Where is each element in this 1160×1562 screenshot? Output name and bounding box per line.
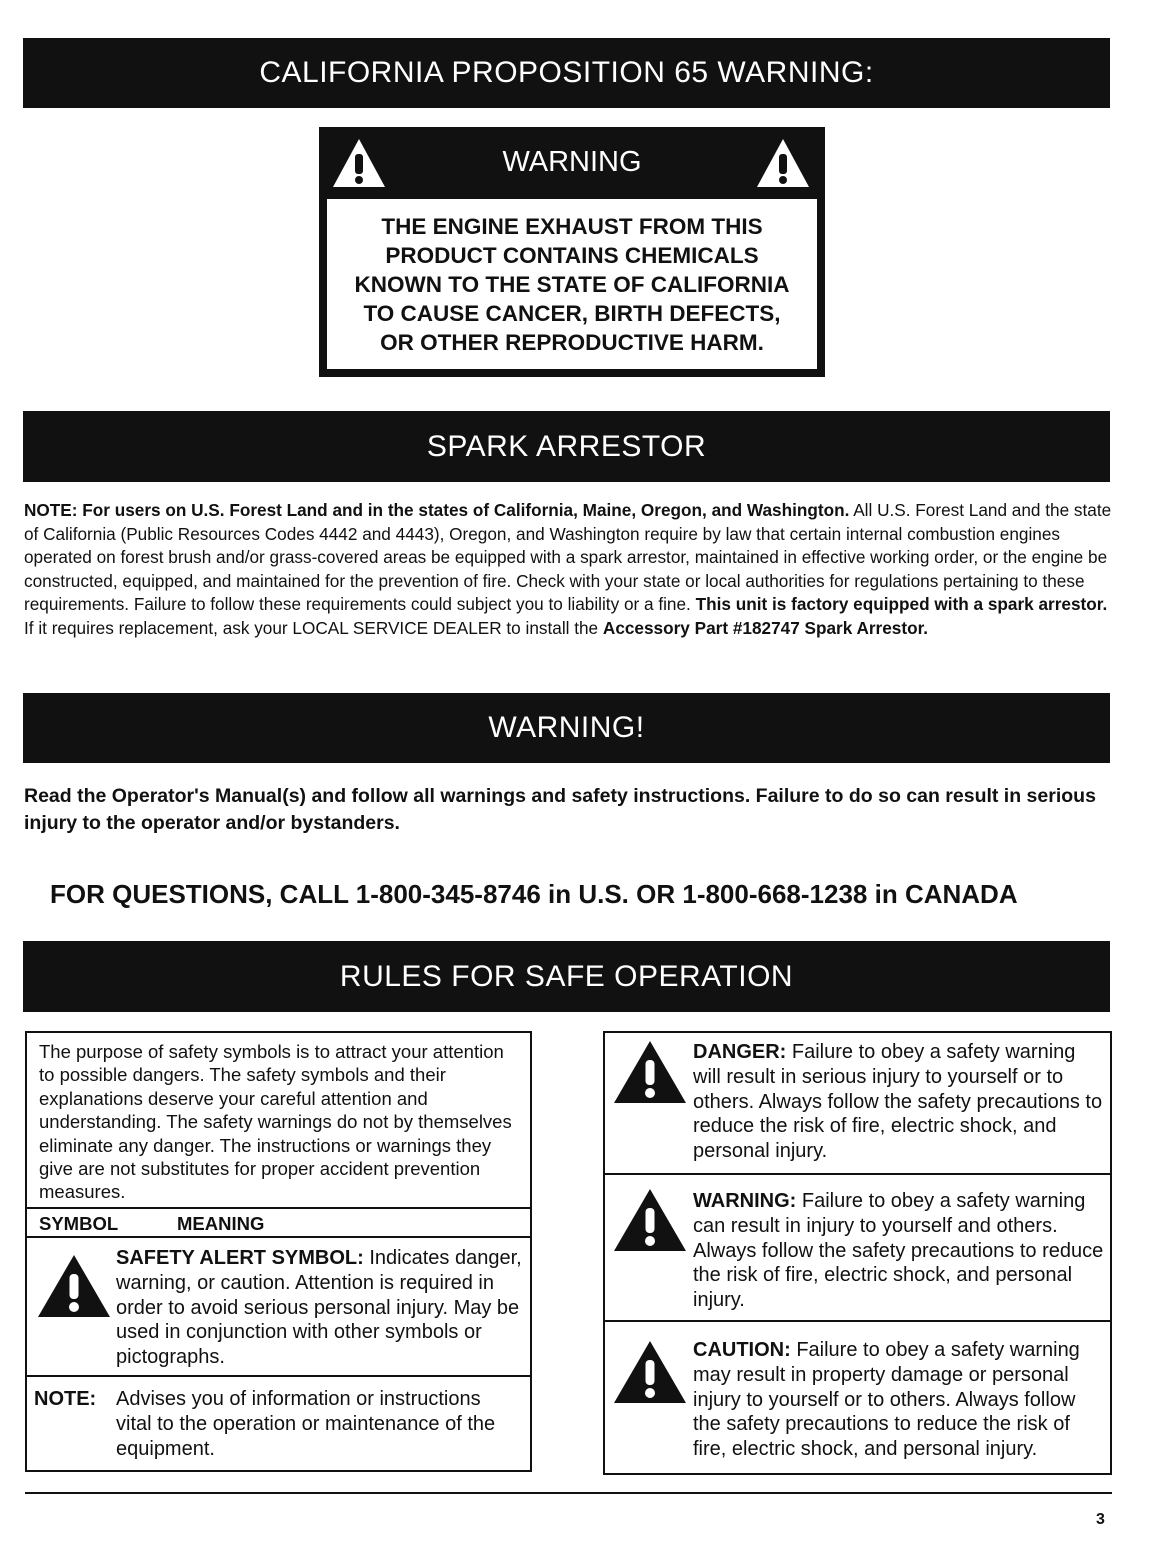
note-text: Advises you of information or instructions vital to the operation or maintenance of the equipment. — [116, 1388, 496, 1460]
divider — [27, 1207, 530, 1209]
warning-alert-icon — [613, 1188, 687, 1252]
warning-title: WARNING: — [693, 1190, 797, 1212]
danger-description — [693, 1040, 1105, 1164]
warning-text: Read the Operator's Manual(s) and follow all warnings and safety instructions. Failure to do so can result in serious injury to the operator and/or bystanders. — [24, 785, 1096, 834]
safety-alert-icon — [37, 1254, 111, 1318]
prop65-warning-box — [319, 127, 825, 377]
caution-title: CAUTION: — [693, 1339, 791, 1361]
rules-banner — [23, 941, 1110, 1012]
danger-alert-icon — [613, 1040, 687, 1104]
divider — [27, 1236, 530, 1238]
caution-description — [693, 1338, 1105, 1462]
prop65-banner-title: CALIFORNIA PROPOSITION 65 WARNING: — [259, 56, 874, 89]
caution-alert-icon — [613, 1340, 687, 1404]
warning-triangle-icon — [755, 137, 811, 189]
safety-alert-title: SAFETY ALERT SYMBOL: — [116, 1247, 364, 1269]
spark-bold-3: Accessory Part #182747 Spark Arrestor. — [602, 617, 929, 638]
spark-banner — [23, 411, 1110, 482]
spark-bold-2: This unit is factory equipped with a spark arrestor. — [695, 594, 1108, 615]
prop65-line: TO CAUSE CANCER, BIRTH DEFECTS, — [363, 300, 781, 326]
questions-phone-line: FOR QUESTIONS, CALL 1-800-345-8746 in U.S. OR 1-800-668-1238 in CANADA — [50, 879, 1018, 909]
spark-note-bold: NOTE: For users on U.S. Forest Land and in the states of California, Maine, Oregon, and Washington. — [24, 500, 850, 520]
note-label: NOTE: — [34, 1388, 97, 1410]
rules-banner-title: RULES FOR SAFE OPERATION — [339, 959, 794, 993]
safety-alert-text: Indicates danger, warning, or caution. Attention is required in order to avoid serious personal injury. May be used in conjunction with other symbols or pictographs. — [116, 1247, 522, 1369]
safety-purpose-text: The purpose of safety symbols is to attract your attention to possible dangers. The safety symbols and their explanations deserve your careful attention and understanding. The safety warnings do not by themselves eliminate any danger. The instructions or warnings they give are not substitutes for proper accident prevention measures. — [39, 1041, 512, 1203]
divider — [605, 1320, 1110, 1322]
safety-alert-description — [116, 1246, 526, 1370]
spark-text-2: If it requires replacement, ask your LOCAL SERVICE DEALER to install the — [24, 617, 603, 638]
prop65-warning-body — [327, 199, 817, 369]
warning-banner — [23, 693, 1110, 763]
divider — [605, 1173, 1110, 1175]
column-symbol: SYMBOL — [39, 1213, 119, 1234]
divider — [27, 1375, 530, 1377]
prop65-line: THE ENGINE EXHAUST FROM THIS — [381, 213, 763, 239]
danger-text: Failure to obey a safety warning will result in serious injury to yourself or to others. Always follow the safety precautions to reduce the risk of fire, electric shock, and personal injury. — [693, 1041, 1103, 1163]
spark-text-1: All U.S. Forest Land and the state of California (Public Resources Codes 4442 and 4443), Oregon, and Washington require by law that certain internal combustion engines operated on forest brush and/or grass-covered areas be equipped with a spark arrestor, maintained in effective working order, or the engine be constructed, equipped, and maintained for the prevention of fire. Check with your state or local authorities for regulations pertaining to these requirements. Failure to follow these requirements could subject you to liability or a fine. — [24, 500, 1112, 615]
column-meaning: MEANING — [177, 1213, 265, 1234]
warning-description — [693, 1189, 1105, 1313]
caution-text: Failure to obey a safety warning may result in property damage or personal injury to yourself or to others. Always follow the safety precautions to reduce the risk of fire, electric shock, and personal injury. — [693, 1339, 1080, 1461]
footer-divider — [25, 1492, 1112, 1494]
warning-banner-title: WARNING! — [488, 711, 645, 744]
spark-paragraph — [24, 499, 1114, 641]
safety-symbols-table — [25, 1031, 532, 1472]
prop65-line: OR OTHER REPRODUCTIVE HARM. — [380, 329, 764, 355]
warning-text-body: Failure to obey a safety warning can result in injury to yourself and others. Always follow the safety precautions to reduce the risk of fire, electric shock, and personal injury. — [693, 1190, 1104, 1312]
hazard-levels-table — [603, 1031, 1112, 1475]
prop65-banner — [23, 38, 1110, 108]
page-number: 3 — [1096, 1511, 1105, 1528]
prop65-line: PRODUCT CONTAINS CHEMICALS — [385, 242, 759, 268]
danger-title: DANGER: — [693, 1041, 787, 1063]
spark-banner-title: SPARK ARRESTOR — [426, 429, 707, 463]
prop65-line: KNOWN TO THE STATE OF CALIFORNIA — [354, 271, 790, 297]
prop65-warning-title: WARNING — [502, 145, 642, 178]
